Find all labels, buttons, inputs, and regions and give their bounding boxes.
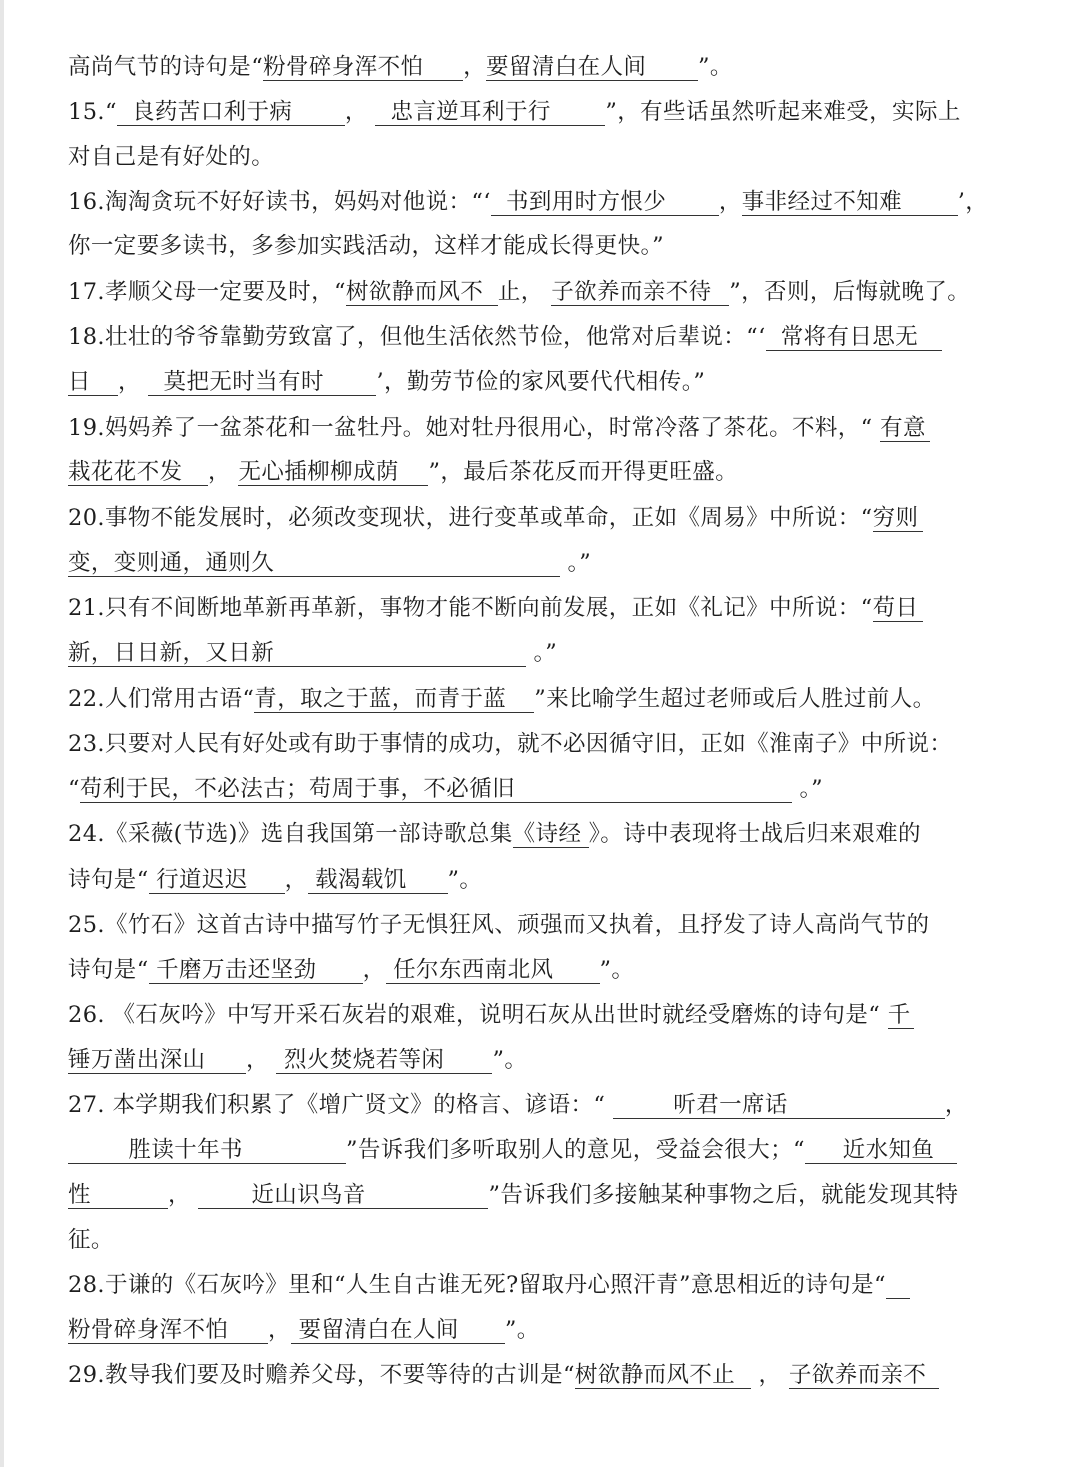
answer-blank: 穷则 xyxy=(873,505,923,532)
question-text: 18.壮壮的爷爷靠勤劳致富了，但他生活依然节俭，他常对后辈说：“‘ xyxy=(68,324,766,350)
question-text: ， xyxy=(118,369,149,395)
question-text: 19.妈妈养了一盆茶花和一盆牡丹。她对牡丹很用心，时常冷落了茶花。不料，“ xyxy=(68,415,881,441)
question-text: ’，勤劳节俭的家风要代代相传。” xyxy=(376,369,706,395)
answer-blank: 青，取之于蓝，而青于蓝 xyxy=(254,686,534,713)
question-text: 。” xyxy=(560,550,592,576)
answer-blank: 近水知鱼 xyxy=(805,1137,957,1164)
question-text: 27. 本学期我们积累了《增广贤文》的格言、谚语：“ xyxy=(68,1092,613,1118)
answer-blank: 粉骨碎身浑不怕 xyxy=(68,1317,268,1344)
question-text: ， xyxy=(750,1362,789,1388)
answer-blank: 载渴载饥 xyxy=(308,867,448,894)
question-text: 15.“ xyxy=(68,99,117,125)
answer-blank: 树欲静而风不 xyxy=(346,279,498,306)
question-text: 26. 《石灰吟》中写开采石灰岩的艰难，说明石灰从出世时就经受磨炼的诗句是“ xyxy=(68,1002,888,1028)
text-line xyxy=(68,457,738,487)
text-line xyxy=(68,1135,957,1165)
question-text: ， xyxy=(463,54,487,80)
question-text: 21.只有不间断地革新再革新，事物才能不断向前发展，正如《礼记》中所说：“ xyxy=(68,595,873,621)
question-text: ’， xyxy=(957,189,989,215)
question-text: ， xyxy=(362,957,386,983)
text-line xyxy=(68,277,970,307)
answer-blank: 粉骨碎身浑不怕 xyxy=(263,54,463,81)
question-text: 高尚气节的诗句是“ xyxy=(68,54,264,80)
answer-blank: 行道迟迟 xyxy=(149,867,285,894)
question-text: 》。诗中表现将士战后归来艰难的 xyxy=(588,821,921,847)
answer-blank: 常将有日思无 xyxy=(766,324,942,351)
text-line xyxy=(68,1090,968,1120)
question-text: ”。 xyxy=(599,957,635,983)
text-line xyxy=(68,503,923,533)
question-text: ”，否则，后悔就晚了。 xyxy=(729,279,971,305)
question-text: 诗句是“ xyxy=(68,867,149,893)
text-line xyxy=(68,1000,914,1030)
question-text: ”。 xyxy=(447,867,483,893)
question-text: ”。 xyxy=(492,1047,528,1073)
question-text: 29.教导我们要及时赡养父母，不要等待的古训是“ xyxy=(68,1362,575,1388)
question-text: ， xyxy=(246,1047,277,1073)
question-text: 17.孝顺父母一定要及时，“ xyxy=(68,279,346,305)
text-line xyxy=(68,819,921,849)
text-line xyxy=(68,1360,939,1390)
question-text: ”告诉我们多接触某种事物之后，就能发现其特 xyxy=(488,1182,959,1208)
question-text: 22.人们常用古语“ xyxy=(68,686,255,712)
question-text: ， xyxy=(284,867,308,893)
text-line xyxy=(68,910,929,940)
question-text: ， xyxy=(168,1182,199,1208)
text-line xyxy=(68,774,823,804)
answer-blank: 变，变则通，通则久 xyxy=(68,550,560,577)
answer-blank: 近山识鸟音 xyxy=(198,1182,488,1209)
question-text: ”告诉我们多听取别人的意见，受益会很大；“ xyxy=(346,1137,805,1163)
question-text: 对自己是有好处的。 xyxy=(68,144,275,170)
text-line xyxy=(68,638,557,668)
text-line xyxy=(68,322,942,352)
text-line xyxy=(68,865,482,895)
question-text: 。” xyxy=(791,776,824,802)
text-line xyxy=(68,593,923,623)
answer-blank: 苟利于民，不必法古；苟周于事，不必循旧 xyxy=(80,776,792,803)
text-line xyxy=(68,52,733,82)
question-text: ， xyxy=(208,459,239,485)
text-line xyxy=(68,97,961,127)
answer-blank: 子欲养而亲不待 xyxy=(551,279,729,306)
question-text: 24.《采薇(节选)》选自我国第一部诗歌总集 xyxy=(68,821,513,847)
answer-blank: 莫把无时当有时 xyxy=(148,369,376,396)
question-text: ”，有些话虽然听起来难受，实际上 xyxy=(605,99,961,125)
question-text: ”。 xyxy=(698,54,733,80)
question-text: 。” xyxy=(526,640,558,666)
question-text: 征。 xyxy=(68,1227,114,1253)
answer-blank: 子欲养而亲不 xyxy=(789,1362,939,1389)
question-text: 你一定要多读书，多参加实践活动，这样才能成长得更快。” xyxy=(68,233,665,259)
text-line xyxy=(68,231,664,261)
answer-blank: 树欲静而风不止 xyxy=(575,1362,751,1389)
question-text: ， xyxy=(718,189,742,215)
answer-blank: 胜读十年书 xyxy=(68,1137,346,1164)
answer-blank: 良药苦口利于病 xyxy=(117,99,345,126)
question-text: ”，最后茶花反而开得更旺盛。 xyxy=(428,459,739,485)
text-line xyxy=(68,548,591,578)
page-edge xyxy=(0,0,4,1467)
answer-blank: 有意 xyxy=(880,415,930,442)
answer-blank: 新，日日新，又日新 xyxy=(68,640,526,667)
answer-blank: 千磨万击还坚劲 xyxy=(149,957,363,984)
text-line xyxy=(68,413,930,443)
answer-blank: 无心插柳柳成荫 xyxy=(238,459,428,486)
question-text: 止， xyxy=(497,279,552,305)
question-text: ， xyxy=(944,1092,968,1118)
answer-blank: 性 xyxy=(68,1182,168,1209)
question-text: ， xyxy=(344,99,376,125)
text-line xyxy=(68,142,274,172)
question-text: 16.淘淘贪玩不好好读书，妈妈对他说：“‘ xyxy=(68,189,491,215)
text-line xyxy=(68,729,952,759)
answer-blank: 事非经过不知难 xyxy=(742,189,958,216)
question-text: “ xyxy=(68,776,80,802)
answer-blank: 锤万凿出深山 xyxy=(68,1047,246,1074)
answer-blank: 任尔东西南北风 xyxy=(386,957,600,984)
answer-blank: 烈火焚烧若等闲 xyxy=(276,1047,492,1074)
answer-blank: 日 xyxy=(68,369,118,396)
text-line xyxy=(68,187,988,217)
text-line xyxy=(68,1315,540,1345)
answer-blank: 忠言逆耳利于行 xyxy=(375,99,605,126)
answer-blank xyxy=(886,1272,910,1299)
question-text: 28.于谦的《石灰吟》里和“人生自古谁无死?留取丹心照汗青”意思相近的诗句是“ xyxy=(68,1272,886,1298)
question-text: ”来比喻学生超过老师或后人胜过前人。 xyxy=(534,686,936,712)
answer-blank: 苟日 xyxy=(873,595,923,622)
text-line xyxy=(68,1270,910,1300)
answer-blank: 要留清白在人间 xyxy=(486,54,698,81)
question-text: 诗句是“ xyxy=(68,957,149,983)
answer-blank: 栽花花不发 xyxy=(68,459,208,486)
answer-blank: 要留清白在人间 xyxy=(291,1317,505,1344)
text-line xyxy=(68,684,936,714)
question-text: ， xyxy=(268,1317,291,1343)
question-text: 25.《竹石》这首古诗中描写竹子无惧狂风、顽强而又执着，且抒发了诗人高尚气节的 xyxy=(68,912,930,938)
text-line xyxy=(68,1180,958,1210)
answer-blank: 书到用时方恨少 xyxy=(491,189,719,216)
question-text: 23.只要对人民有好处或有助于事情的成功，就不必因循守旧，正如《淮南子》中所说： xyxy=(68,731,953,757)
question-text: ”。 xyxy=(504,1317,540,1343)
answer-blank: 听君一席话 xyxy=(613,1092,945,1119)
text-line xyxy=(68,1225,114,1255)
text-line xyxy=(68,955,634,985)
text-line xyxy=(68,1045,527,1075)
answer-blank: 千 xyxy=(888,1002,914,1029)
text-line xyxy=(68,367,705,397)
question-text: 20.事物不能发展时，必须改变现状，进行变革或革命，正如《周易》中所说：“ xyxy=(68,505,873,531)
answer-blank: 《诗经 xyxy=(513,821,589,848)
